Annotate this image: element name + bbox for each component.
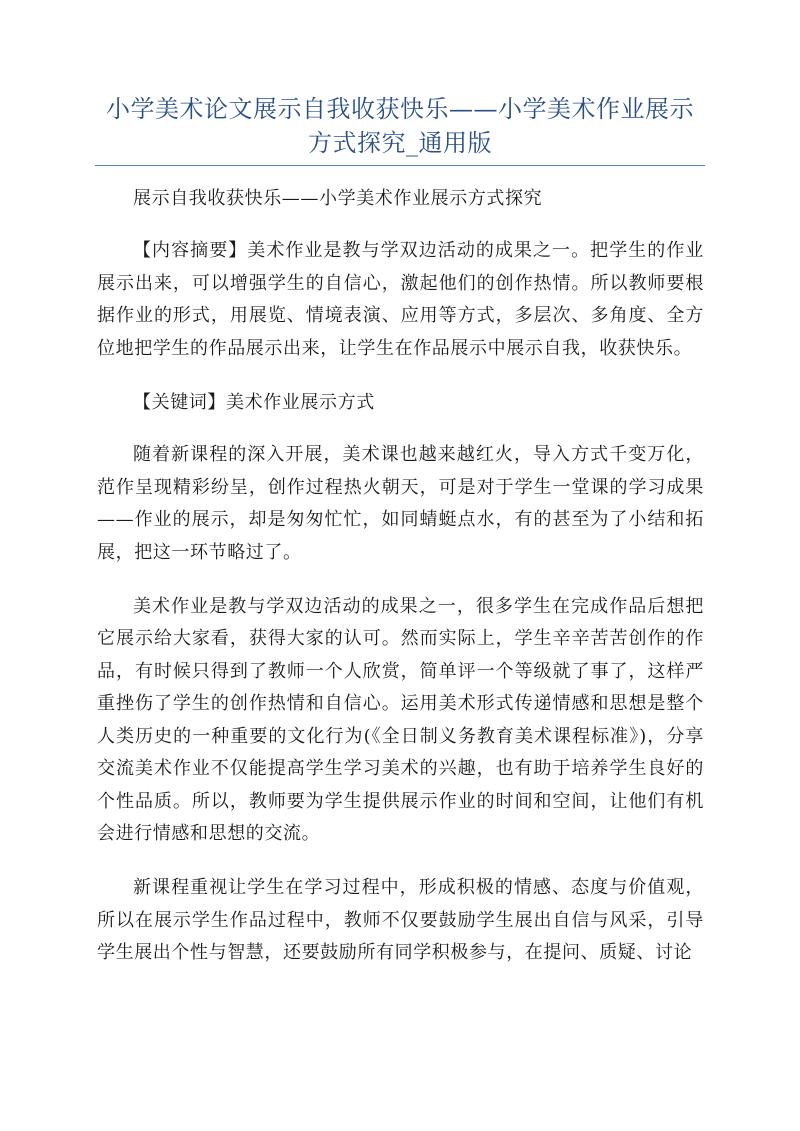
subtitle: 展示自我收获快乐——小学美术作业展示方式探究 xyxy=(133,188,543,209)
body-paragraph-1: 随着新课程的深入开展，美术课也越来越红火，导入方式千变万化，范作呈现精彩纷呈，创作过程热火朝天，可是对于学生一堂课的学习成果——作业的展示，却是匆匆忙忙，如同蜻蜓点水，有的甚至为了小结和拓展，把这一环节略过了。 xyxy=(97,444,704,563)
title-divider xyxy=(95,165,705,166)
document-title xyxy=(95,92,705,160)
body-paragraph-2: 美术作业是教与学双边活动的成果之一，很多学生在完成作品后想把它展示给大家看，获得大家的认可。然而实际上，学生辛辛苦苦创作的作品，有时候只得到了教师一个人欣赏，简单评一个等级就了事了，这样严重挫伤了学生的创作热情和自信心。运用美术形式传递情感和思想是整个人类历史的一种重要的文化行为(《全日制义务教育美术课程标准》)，分享交流美术作业不仅能提高学生学习美术的兴趣，也有助于培养学生良好的个性品质。所以，教师要为学生提供展示作业的时间和空间，让他们有机会进行情感和思想的交流。 xyxy=(97,596,704,844)
abstract-paragraph: 【内容摘要】美术作业是教与学双边活动的成果之一。把学生的作业展示出来，可以增强学生的自信心，激起他们的创作热情。所以教师要根据作业的形式，用展览、情境表演、应用等方式，多层次、多角度、全方位地把学生的作品展示出来，让学生在作品展示中展示自我，收获快乐。 xyxy=(97,240,704,359)
title-line-1: 小学美术论文展示自我收获快乐——小学美术作业展示 xyxy=(106,95,694,123)
title-line-2: 方式探究_通用版 xyxy=(308,129,492,157)
document-body xyxy=(97,183,704,992)
keywords-paragraph: 【关键词】美术作业展示方式 xyxy=(133,392,375,414)
body-paragraph-3: 新课程重视让学生在学习过程中，形成积极的情感、态度与价值观，所以在展示学生作品过程中，教师不仅要鼓励学生展出自信与风采，引导学生展出个性与智慧，还要鼓励所有同学积极参与，在提问、质疑、讨论 xyxy=(97,877,704,964)
